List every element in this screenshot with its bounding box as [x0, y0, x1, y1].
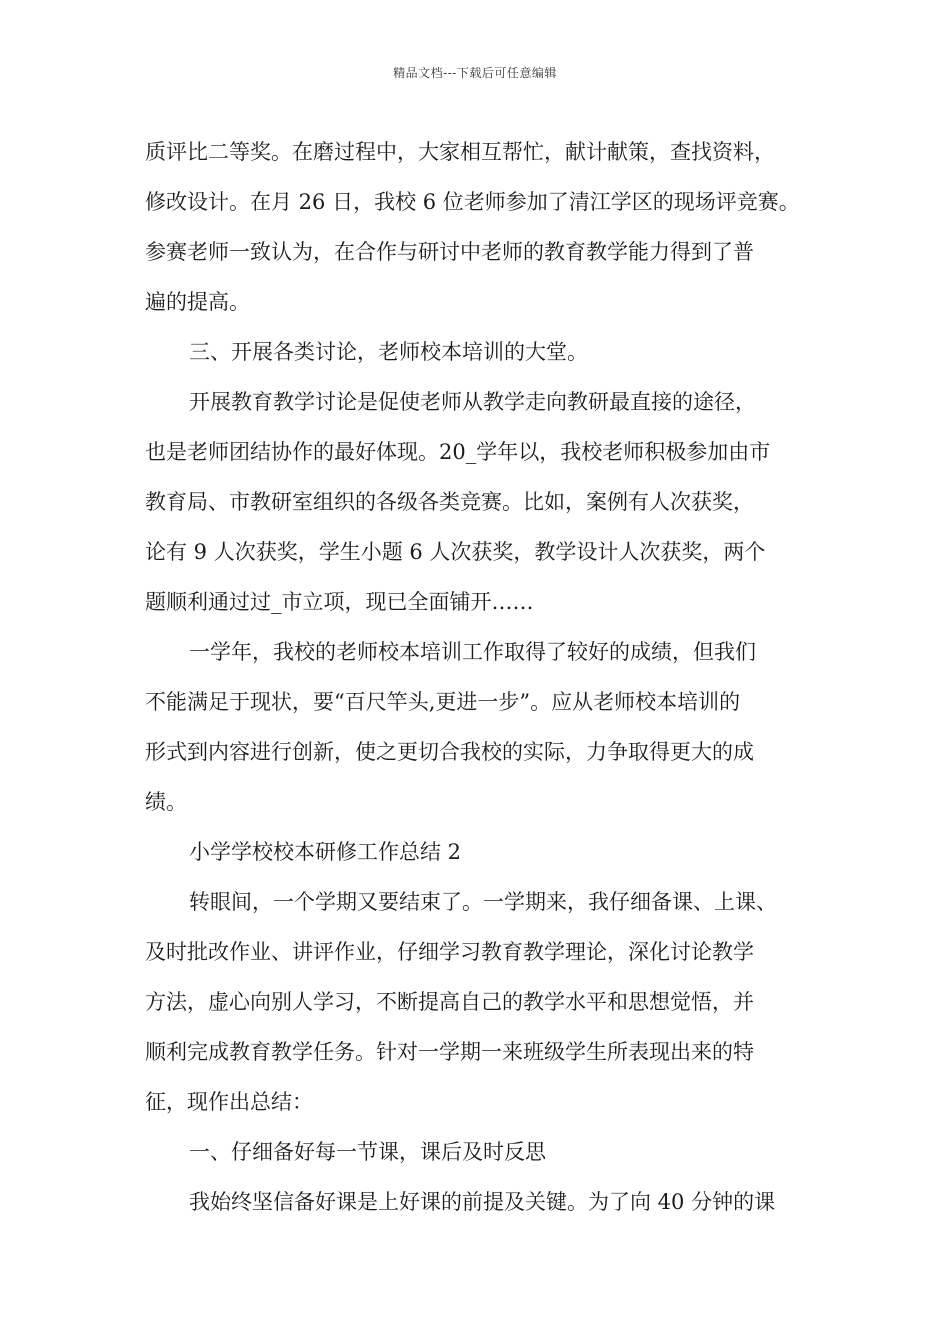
paragraph: [145, 627, 815, 827]
text-line: 参赛老师一致认为，在合作与研讨中老师的教育教学能力得到了普: [145, 240, 754, 264]
paragraph: [145, 1177, 815, 1227]
article-title: [145, 827, 815, 877]
section-heading: [145, 1127, 815, 1177]
text-line: 一学年，我校的老师校本培训工作取得了较好的成绩，但我们: [189, 640, 756, 664]
text-line: 绩。: [145, 790, 187, 814]
text-line: 三、开展各类讨论，老师校本培训的大堂。: [189, 340, 588, 364]
text-line: 开展教育教学讨论是促使老师从教学走向教研最直接的途径，: [189, 390, 756, 414]
text-line: 质评比二等奖。在磨过程中，大家相互帮忙，献计献策，查找资料，: [145, 140, 775, 164]
section-heading: [145, 327, 815, 377]
page-header: 精品文档---下载后可任意编辑: [393, 66, 557, 80]
text-line: 方法，虚心向别人学习，不断提高自己的教学水平和思想觉悟，并: [145, 990, 754, 1014]
text-line: 征，现作出总结：: [145, 1090, 313, 1114]
text-line: 顺利完成教育教学任务。针对一学期一来班级学生所表现出来的特: [145, 1040, 754, 1064]
paragraph: [145, 127, 815, 327]
text-line: 形式到内容进行创新，使之更切合我校的实际，力争取得更大的成: [145, 740, 754, 764]
text-line: 转眼间，一个学期又要结束了。一学期来，我仔细备课、上课、: [189, 890, 777, 914]
paragraph: [145, 877, 815, 1127]
text-line: 论有 9 人次获奖，学生小题 6 人次获奖，教学设计人次获奖，两个: [145, 540, 766, 564]
text-line: 不能满足于现状，要“百尺竿头,更进一步”。应从老师校本培训的: [145, 690, 741, 714]
text-line: 小学学校校本研修工作总结 2: [189, 840, 462, 864]
text-line: 及时批改作业、讲评作业，仔细学习教育教学理论，深化讨论教学: [145, 940, 754, 964]
text-line: 题顺利通过过_市立项，现已全面铺开……: [145, 590, 534, 614]
text-line: 修改设计。在月 26 日，我校 6 位老师参加了清江学区的现场评竞赛。: [145, 190, 800, 214]
text-line: 遍的提高。: [145, 290, 250, 314]
text-line: 教育局、市教研室组织的各级各类竞赛。比如，案例有人次获奖，: [145, 490, 754, 514]
document-body: [145, 127, 815, 1227]
text-line: 一、仔细备好每一节课，课后及时反思: [189, 1140, 546, 1164]
text-line: 也是老师团结协作的最好体现。20_学年以，我校老师积极参加由市: [145, 440, 771, 464]
paragraph: [145, 377, 815, 627]
text-line: 我始终坚信备好课是上好课的前提及关键。为了向 40 分钟的课: [189, 1190, 776, 1214]
